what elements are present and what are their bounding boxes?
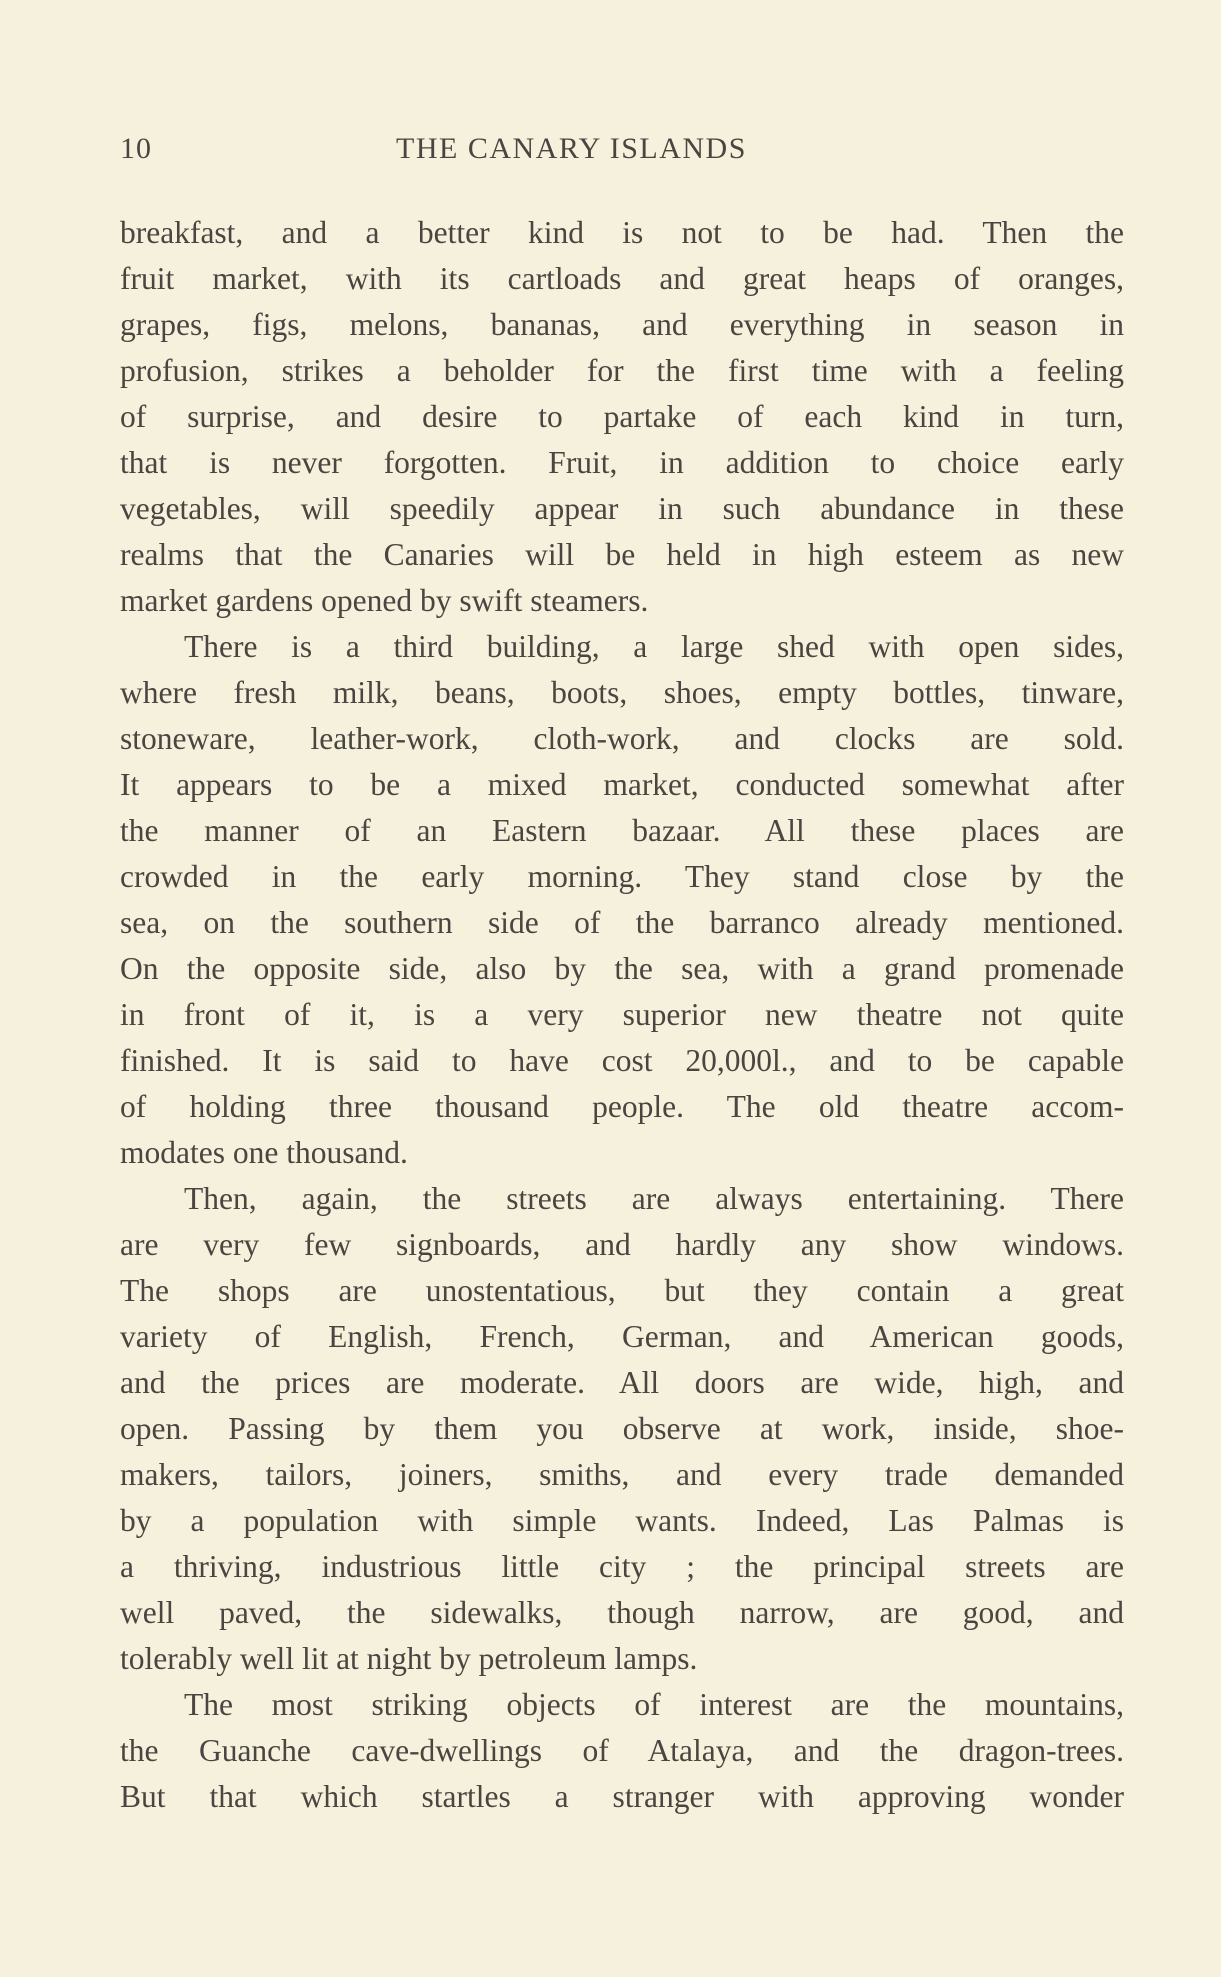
text-line: realms that the Canaries will be held in high esteem as new — [120, 537, 1124, 572]
text-line: vegetables, will speedily appear in such abundance in these — [120, 491, 1124, 526]
text-line: variety of English, French, German, and American goods, — [120, 1319, 1124, 1354]
text-line: profusion, strikes a beholder for the first time with a feeling — [120, 353, 1124, 388]
text-line: open. Passing by them you observe at work, inside, shoe- — [120, 1411, 1124, 1446]
text-line: that is never forgotten. Fruit, in addition to choice early — [120, 445, 1124, 480]
text-line: by a population with simple wants. Indeed, Las Palmas is — [120, 1503, 1124, 1538]
text-line: finished. It is said to have cost 20,000l., and to be capable — [120, 1043, 1124, 1078]
text-line: the manner of an Eastern bazaar. All these places are — [120, 813, 1124, 848]
text-line: a thriving, industrious little city ; the principal streets are — [120, 1549, 1124, 1584]
text-line: But that which startles a stranger with approving wonder — [120, 1779, 1124, 1814]
text-line: sea, on the southern side of the barranco already mentioned. — [120, 905, 1124, 940]
text-line: makers, tailors, joiners, smiths, and every trade demanded — [120, 1457, 1124, 1492]
text-line: in front of it, is a very superior new theatre not quite — [120, 997, 1124, 1032]
body-text — [120, 210, 1124, 1820]
text-line: market gardens opened by swift steamers. — [120, 583, 649, 618]
page-number: 10 — [120, 132, 152, 165]
text-line: and the prices are moderate. All doors are wide, high, and — [120, 1365, 1124, 1400]
running-title: THE CANARY ISLANDS — [396, 132, 747, 165]
text-line: of holding three thousand people. The old theatre accom- — [120, 1089, 1124, 1124]
text-line: tolerably well lit at night by petroleum lamps. — [120, 1641, 698, 1676]
text-line: the Guanche cave-dwellings of Atalaya, and the dragon-trees. — [120, 1733, 1124, 1768]
page-header — [120, 132, 1122, 172]
text-line: The shops are unostentatious, but they contain a great — [120, 1273, 1124, 1308]
text-line: There is a third building, a large shed with open sides, — [184, 629, 1124, 664]
text-line: modates one thousand. — [120, 1135, 408, 1170]
text-line: grapes, figs, melons, bananas, and everything in season in — [120, 307, 1124, 342]
text-line: where fresh milk, beans, boots, shoes, empty bottles, tinware, — [120, 675, 1124, 710]
text-line: are very few signboards, and hardly any show windows. — [120, 1227, 1124, 1262]
text-line: The most striking objects of interest are the mountains, — [184, 1687, 1124, 1722]
text-line: well paved, the sidewalks, though narrow, are good, and — [120, 1595, 1124, 1630]
text-line: Then, again, the streets are always entertaining. There — [184, 1181, 1124, 1216]
text-line: breakfast, and a better kind is not to be had. Then the — [120, 215, 1124, 250]
text-line: of surprise, and desire to partake of each kind in turn, — [120, 399, 1124, 434]
text-line: It appears to be a mixed market, conducted somewhat after — [120, 767, 1124, 802]
text-line: fruit market, with its cartloads and great heaps of oranges, — [120, 261, 1124, 296]
text-line: On the opposite side, also by the sea, with a grand promenade — [120, 951, 1124, 986]
text-line: stoneware, leather-work, cloth-work, and clocks are sold. — [120, 721, 1124, 756]
text-line: crowded in the early morning. They stand close by the — [120, 859, 1124, 894]
